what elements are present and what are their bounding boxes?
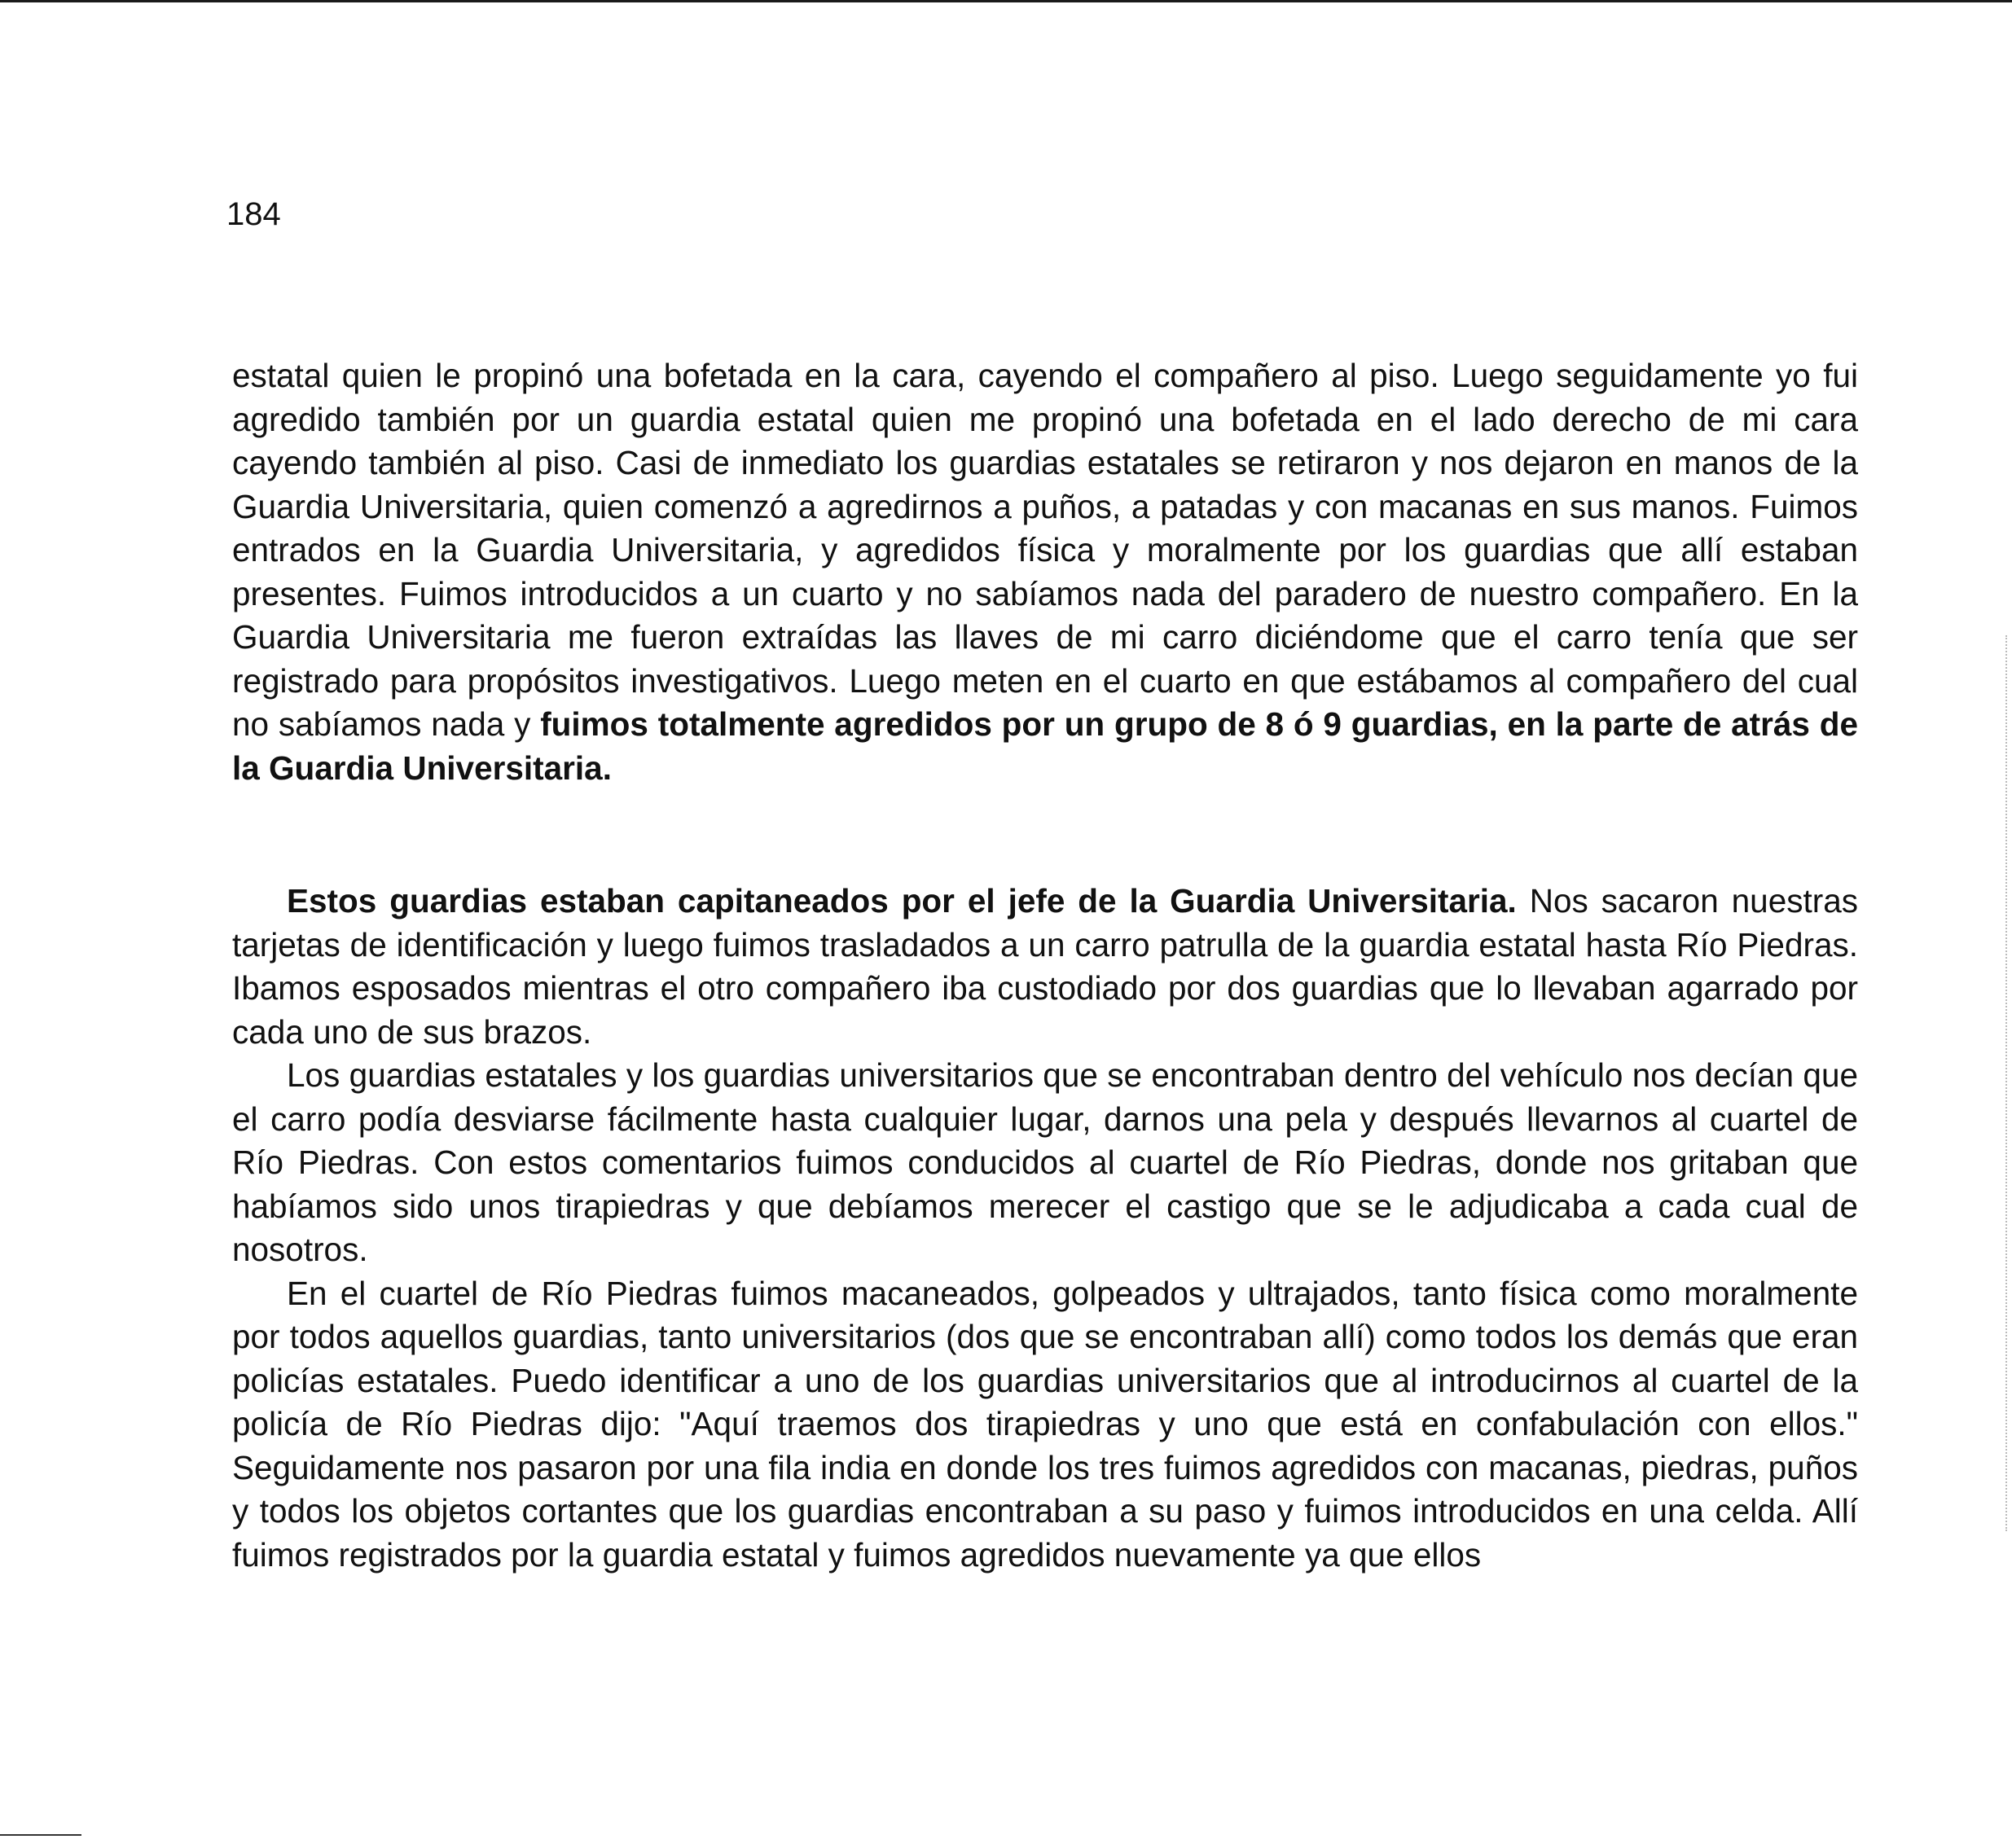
paragraph-3: Los guardias estatales y los guardias universitarios que se encontraban dentro del vehículo nos decían que el carro podía desviarse fácilmente hasta cualquier lugar, darnos una pela y después llevarnos al cuartel de Río Piedras. Con estos comentarios fuimos conducidos al cuartel de Río Piedras, donde nos gritaban que habíamos sido unos tirapiedras y que debíamos merecer el castigo que se le adjudicaba a cada cual de nosotros. — [232, 1056, 1858, 1268]
paragraph-2-bold: Estos guardias estaban capitaneados por el jefe de la Guardia Universitaria. — [287, 882, 1517, 920]
paragraph-4: En el cuartel de Río Piedras fuimos macaneados, golpeados y ultrajados, tanto física como moralmente por todos aquellos guardias, tanto universitarios (dos que se encontraban allí) como todos los demás que eran policías estatales. Puedo identificar a uno de los guardias universitarios que al introducirnos al cuartel de la policía de Río Piedras dijo: "Aquí traemos dos tirapiedras y uno que está en confabulación con ellos." Seguidamente nos pasaron por una fila india en donde los tres fuimos agredidos con macanas, piedras, puños y todos los objetos cortantes que los guardias encontraban a su paso y fuimos introducidos en una celda. Allí fuimos registrados por la guardia estatal y fuimos agredidos nuevamente ya que ellos — [232, 1274, 1858, 1574]
text-section-2 — [232, 880, 1858, 1577]
paragraph-2 — [232, 880, 1858, 1054]
paragraph-1-bold: fuimos totalmente agredidos por un grupo de 8 ó 9 guardias, en la parte de atrás de la Guardia Universitaria. — [232, 705, 1858, 787]
bottom-scan-edge — [0, 1834, 81, 1836]
page-number: 184 — [226, 196, 281, 232]
paragraph-1-text: estatal quien le propinó una bofetada en la cara, cayendo el compañero al piso. Luego seguidamente yo fui agredido también por un guardia estatal quien me propinó una bofetada en el lado derecho de mi cara cayendo también al piso. Casi de inmediato los guardias estatales se retiraron y nos dejaron en manos de la Guardia Universitaria, quien comenzó a agredirnos a puños, a patadas y con macanas en sus manos. Fuimos entrados en la Guardia Universitaria, y agredidos física y moralmente por los guardias que allí estaban presentes. Fuimos introducidos a un cuarto y no sabíamos nada del paradero de nuestro compañero. En la Guardia Universitaria me fueron extraídas las llaves de mi carro diciéndome que el carro tenía que ser registrado para propósitos investigativos. Luego meten en el cuarto en que estábamos al compañero del cual no sabíamos nada y — [232, 357, 1858, 743]
top-scan-edge — [0, 0, 2012, 2]
paragraph-1 — [232, 354, 1858, 790]
paragraph-2-text: Nos sacaron nuestras tarjetas de identificación y luego fuimos trasladados a un carro patrulla de la guardia estatal hasta Río Piedras. Ibamos esposados mientras el otro compañero iba custodiado por dos guardias que lo llevaban agarrado por cada uno de sus brazos. — [232, 882, 1858, 1051]
text-section-1 — [232, 354, 1858, 790]
right-scan-marks — [2005, 635, 2009, 1531]
